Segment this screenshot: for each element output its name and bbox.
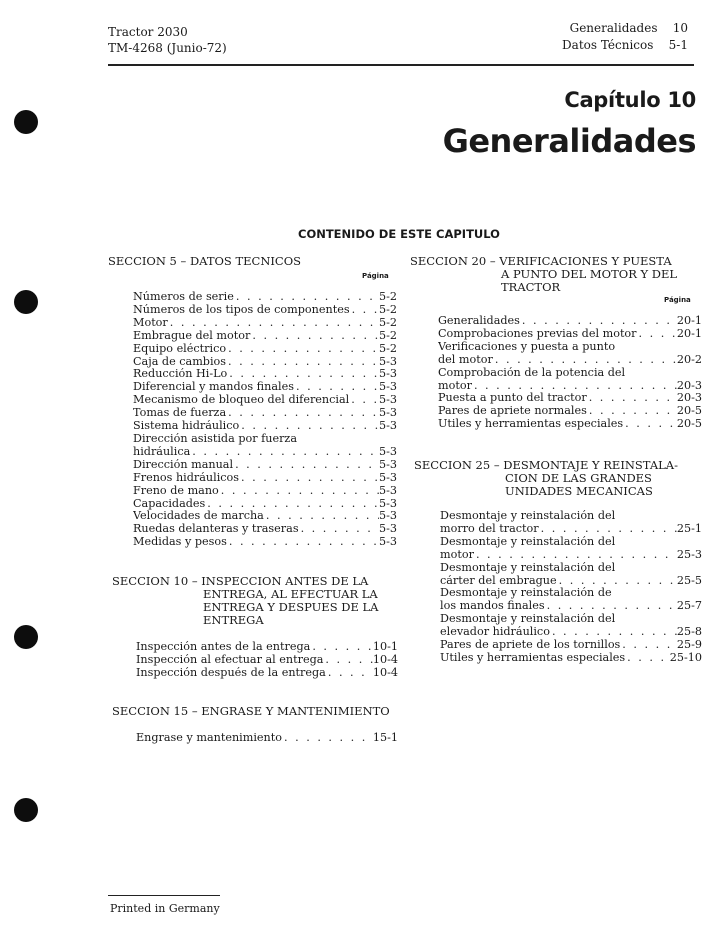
- heading-line: SECCION 10 – INSPECCION ANTES DE LA: [112, 574, 369, 588]
- toc-entry-title: Puesta a punto del tractor: [438, 392, 587, 405]
- heading-line: SECCION 20 – VERIFICACIONES Y PUESTA: [410, 254, 672, 268]
- dot-leader: [234, 291, 379, 304]
- dot-leader: [294, 381, 379, 394]
- dot-leader: [226, 343, 379, 356]
- header-subsection-title: Datos Técnicos 5-1: [562, 38, 688, 52]
- dot-leader: [350, 304, 379, 317]
- page-label: Página: [664, 296, 691, 304]
- toc-entry: [440, 562, 702, 575]
- toc-entry: [438, 367, 702, 380]
- toc-entry-page: 5-3: [378, 523, 397, 536]
- footer-rule: [108, 895, 220, 896]
- section-20-heading: [410, 255, 677, 294]
- toc-entry-page: 25-8: [676, 626, 702, 639]
- heading-line: CION DE LAS GRANDES: [505, 471, 652, 485]
- section-25-heading: [414, 459, 678, 498]
- dot-leader: [250, 330, 379, 343]
- toc-entry: [133, 343, 397, 356]
- header-model: Tractor 2030: [108, 25, 188, 39]
- toc-entry-title: Frenos hidráulicos: [133, 471, 240, 484]
- toc-entry-page: 5-3: [378, 458, 397, 471]
- toc-entry-title: Tomas de fuerza: [133, 407, 227, 420]
- dot-leader: [227, 536, 379, 549]
- toc-entry-title: Freno de mano: [133, 484, 219, 497]
- heading-line: A PUNTO DEL MOTOR Y DEL: [501, 267, 678, 281]
- toc-entry: [133, 330, 397, 343]
- dot-leader: [326, 667, 373, 680]
- toc-entry-title: Desmontaje y reinstalación del: [440, 510, 616, 522]
- dot-leader: [349, 394, 379, 407]
- toc-entry-title: motor: [440, 548, 474, 561]
- toc-entry: [133, 368, 397, 381]
- toc-entry-title: Inspección después de la entrega: [136, 666, 326, 679]
- toc-entry-page: 5-3: [378, 484, 397, 497]
- dot-leader: [205, 498, 379, 511]
- toc-entry-title: cárter del embrague: [440, 574, 557, 587]
- toc-entry-title: Utiles y herramientas especiales: [440, 651, 626, 664]
- toc-entry: [133, 407, 397, 420]
- toc-entry-page: 5-3: [378, 394, 397, 407]
- binder-hole: [14, 798, 38, 822]
- toc-entry-page: 5-3: [378, 497, 397, 510]
- toc-entry-page: 20-2: [676, 353, 702, 366]
- dot-leader: [550, 626, 677, 639]
- dot-leader: [472, 380, 677, 393]
- toc-entry-title: Sistema hidráulico: [133, 420, 240, 433]
- dot-leader: [557, 575, 677, 588]
- toc-entry-title: Embrague del motor: [133, 329, 251, 342]
- dot-leader: [623, 418, 677, 431]
- toc-entry-page: 5-2: [378, 329, 397, 342]
- dot-leader: [239, 420, 379, 433]
- toc-entry-title: Pares de apriete de los tornillos: [440, 639, 621, 652]
- toc-entry-page: 5-3: [378, 536, 397, 549]
- section-5-heading: SECCION 5 – DATOS TECNICOS: [108, 254, 302, 268]
- toc-entry: [133, 485, 397, 498]
- section-15-heading: SECCION 15 – ENGRASE Y MANTENIMIENTO: [112, 704, 390, 718]
- toc-entry-title: Inspección antes de la entrega: [136, 641, 311, 653]
- toc-entry-title: Mecanismo de bloqueo del diferencial: [133, 394, 350, 407]
- dot-leader: [474, 549, 677, 562]
- toc-entry-page: 25-7: [676, 600, 702, 613]
- toc-entry: [133, 459, 397, 472]
- heading-line: ENTREGA Y DESPUES DE LA: [203, 600, 379, 614]
- toc-entry-page: 5-2: [378, 342, 397, 355]
- toc-entry: [133, 523, 397, 536]
- dot-leader: [493, 354, 677, 367]
- toc-entry: [438, 418, 702, 431]
- heading-line: ENTREGA: [203, 613, 264, 627]
- toc-entry-title: Motor: [133, 316, 168, 329]
- toc-entry-page: 10-4: [372, 666, 398, 679]
- toc-entry: [133, 510, 397, 523]
- toc-entry-page: 5-2: [378, 303, 397, 316]
- toc-entry-title: Verificaciones y puesta a punto: [438, 340, 616, 353]
- toc-entry-title: Dirección asistida por fuerza: [133, 432, 297, 445]
- dot-leader: [264, 510, 379, 523]
- toc-entry: [136, 732, 398, 745]
- toc-entry-page: 5-2: [378, 291, 397, 303]
- toc-entry-page: 15-1: [372, 732, 398, 744]
- toc-entry: [133, 498, 397, 511]
- section-15-list: [136, 732, 398, 745]
- dot-leader: [545, 600, 677, 613]
- section-10-list: [136, 641, 398, 680]
- toc-entry: [133, 446, 397, 459]
- toc-entry-title: Desmontaje y reinstalación del: [440, 613, 616, 626]
- toc-entry-title: Comprobaciones previas del motor: [438, 327, 637, 340]
- toc-entry-page: 5-3: [378, 407, 397, 420]
- toc-entry-page: 25-1: [676, 522, 702, 535]
- toc-entry: [438, 405, 702, 418]
- toc-entry-title: Dirección manual: [133, 458, 234, 471]
- toc-entry-page: 20-3: [676, 392, 702, 405]
- toc-entry-title: motor: [438, 379, 472, 392]
- heading-line: ENTREGA, AL EFECTUAR LA: [203, 587, 378, 601]
- toc-entry: [438, 315, 702, 328]
- header-rule: [108, 64, 694, 66]
- dot-leader: [282, 732, 373, 745]
- toc-entry: [133, 317, 397, 330]
- toc-entry-title: Reducción Hi-Lo: [133, 368, 228, 381]
- heading-line: TRACTOR: [501, 280, 561, 294]
- toc-entry-page: 5-3: [378, 420, 397, 433]
- toc-entry: [440, 600, 702, 613]
- contents-heading: CONTENIDO DE ESTE CAPITULO: [298, 227, 500, 241]
- toc-entry: [133, 472, 397, 485]
- dot-leader: [620, 639, 677, 652]
- section-20-list: [438, 315, 702, 431]
- header-section-title: Generalidades 10: [569, 21, 688, 35]
- toc-entry-page: 20-3: [676, 379, 702, 392]
- toc-entry-page: 5-3: [378, 510, 397, 523]
- dot-leader: [625, 652, 670, 665]
- dot-leader: [310, 641, 373, 654]
- toc-entry-title: Números de serie: [133, 291, 234, 303]
- dot-leader: [323, 654, 372, 667]
- toc-entry-page: 5-3: [378, 381, 397, 394]
- toc-entry-page: 5-2: [378, 316, 397, 329]
- toc-entry-page: 5-3: [378, 445, 397, 458]
- toc-entry-title: Equipo eléctrico: [133, 342, 227, 355]
- dot-leader: [539, 523, 677, 536]
- toc-entry-title: Desmontaje y reinstalación del: [440, 535, 616, 548]
- toc-entry: [440, 587, 702, 600]
- toc-entry-title: Desmontaje y reinstalación de: [440, 587, 612, 600]
- footer-imprint: Printed in Germany: [110, 902, 220, 915]
- binder-hole: [14, 110, 38, 134]
- section-5-list: [133, 291, 397, 549]
- dot-leader: [520, 315, 677, 328]
- dot-leader: [227, 368, 379, 381]
- toc-entry-title: Inspección al efectuar al entrega: [136, 653, 324, 666]
- dot-leader: [190, 446, 379, 459]
- toc-entry-page: 20-1: [676, 315, 702, 327]
- dot-leader: [239, 472, 379, 485]
- toc-entry: [136, 654, 398, 667]
- toc-entry: [440, 523, 702, 536]
- dot-leader: [226, 356, 379, 369]
- toc-entry-title: morro del tractor: [440, 522, 539, 535]
- toc-entry: [133, 304, 397, 317]
- binder-hole: [14, 625, 38, 649]
- heading-line: UNIDADES MECANICAS: [505, 484, 653, 498]
- toc-entry-title: Comprobación de la potencia del: [438, 366, 626, 379]
- toc-entry-page: 25-3: [676, 548, 702, 561]
- section-25-list: [440, 510, 702, 665]
- toc-entry-page: 20-5: [676, 405, 702, 418]
- chapter-label: Capítulo 10: [564, 88, 696, 112]
- toc-entry: [133, 394, 397, 407]
- toc-entry: [440, 536, 702, 549]
- toc-entry: [438, 328, 702, 341]
- toc-entry: [136, 667, 398, 680]
- dot-leader: [587, 392, 677, 405]
- toc-entry-title: Generalidades: [438, 315, 520, 327]
- toc-entry-title: del motor: [438, 353, 493, 366]
- toc-entry-title: Utiles y herramientas especiales: [438, 418, 624, 431]
- toc-entry-title: Medidas y pesos: [133, 536, 227, 549]
- toc-entry: [133, 433, 397, 446]
- toc-entry-title: Caja de cambios: [133, 355, 227, 368]
- toc-entry: [133, 291, 397, 304]
- binder-hole: [14, 290, 38, 314]
- toc-entry-page: 25-10: [669, 651, 702, 664]
- toc-entry: [440, 549, 702, 562]
- toc-entry: [133, 536, 397, 549]
- toc-entry-title: hidráulica: [133, 445, 191, 458]
- dot-leader: [637, 328, 677, 341]
- toc-entry: [438, 380, 702, 393]
- toc-entry: [440, 626, 702, 639]
- dot-leader: [587, 405, 677, 418]
- toc-entry-page: 25-5: [676, 574, 702, 587]
- toc-entry-page: 25-9: [676, 639, 702, 652]
- toc-entry: [440, 575, 702, 588]
- toc-entry: [133, 381, 397, 394]
- toc-entry-title: los mandos finales: [440, 600, 545, 613]
- toc-entry-title: Ruedas delanteras y traseras: [133, 523, 299, 536]
- heading-line: SECCION 25 – DESMONTAJE Y REINSTALA-: [414, 458, 678, 472]
- toc-entry-page: 5-3: [378, 355, 397, 368]
- toc-entry-page: 5-3: [378, 368, 397, 381]
- page-label: Página: [362, 272, 389, 280]
- toc-entry: [438, 341, 702, 354]
- toc-entry-page: 10-1: [372, 641, 398, 653]
- dot-leader: [168, 317, 379, 330]
- toc-entry-title: Velocidades de marcha: [133, 510, 264, 523]
- toc-entry: [438, 392, 702, 405]
- dot-leader: [219, 485, 379, 498]
- toc-entry-page: 10-4: [372, 653, 398, 666]
- toc-entry-page: 20-1: [676, 327, 702, 340]
- header-manual-code: TM-4268 (Junio-72): [108, 41, 227, 55]
- toc-entry: [440, 639, 702, 652]
- toc-entry-title: Capacidades: [133, 497, 206, 510]
- toc-entry-title: Pares de apriete normales: [438, 405, 587, 418]
- toc-entry-page: 5-3: [378, 471, 397, 484]
- toc-entry: [133, 356, 397, 369]
- chapter-title: Generalidades: [442, 122, 696, 160]
- toc-entry: [136, 641, 398, 654]
- toc-entry: [133, 420, 397, 433]
- toc-entry: [438, 354, 702, 367]
- toc-entry-title: Engrase y mantenimiento: [136, 732, 282, 744]
- toc-entry-title: elevador hidráulico: [440, 626, 550, 639]
- dot-leader: [299, 523, 379, 536]
- dot-leader: [233, 459, 379, 472]
- toc-entry-page: 20-5: [676, 418, 702, 431]
- section-10-heading: [112, 575, 378, 627]
- toc-entry: [440, 613, 702, 626]
- toc-entry-title: Diferencial y mandos finales: [133, 381, 294, 394]
- toc-entry-title: Números de los tipos de componentes: [133, 303, 350, 316]
- toc-entry: [440, 510, 702, 523]
- toc-entry-title: Desmontaje y reinstalación del: [440, 561, 616, 574]
- dot-leader: [226, 407, 379, 420]
- toc-entry: [440, 652, 702, 665]
